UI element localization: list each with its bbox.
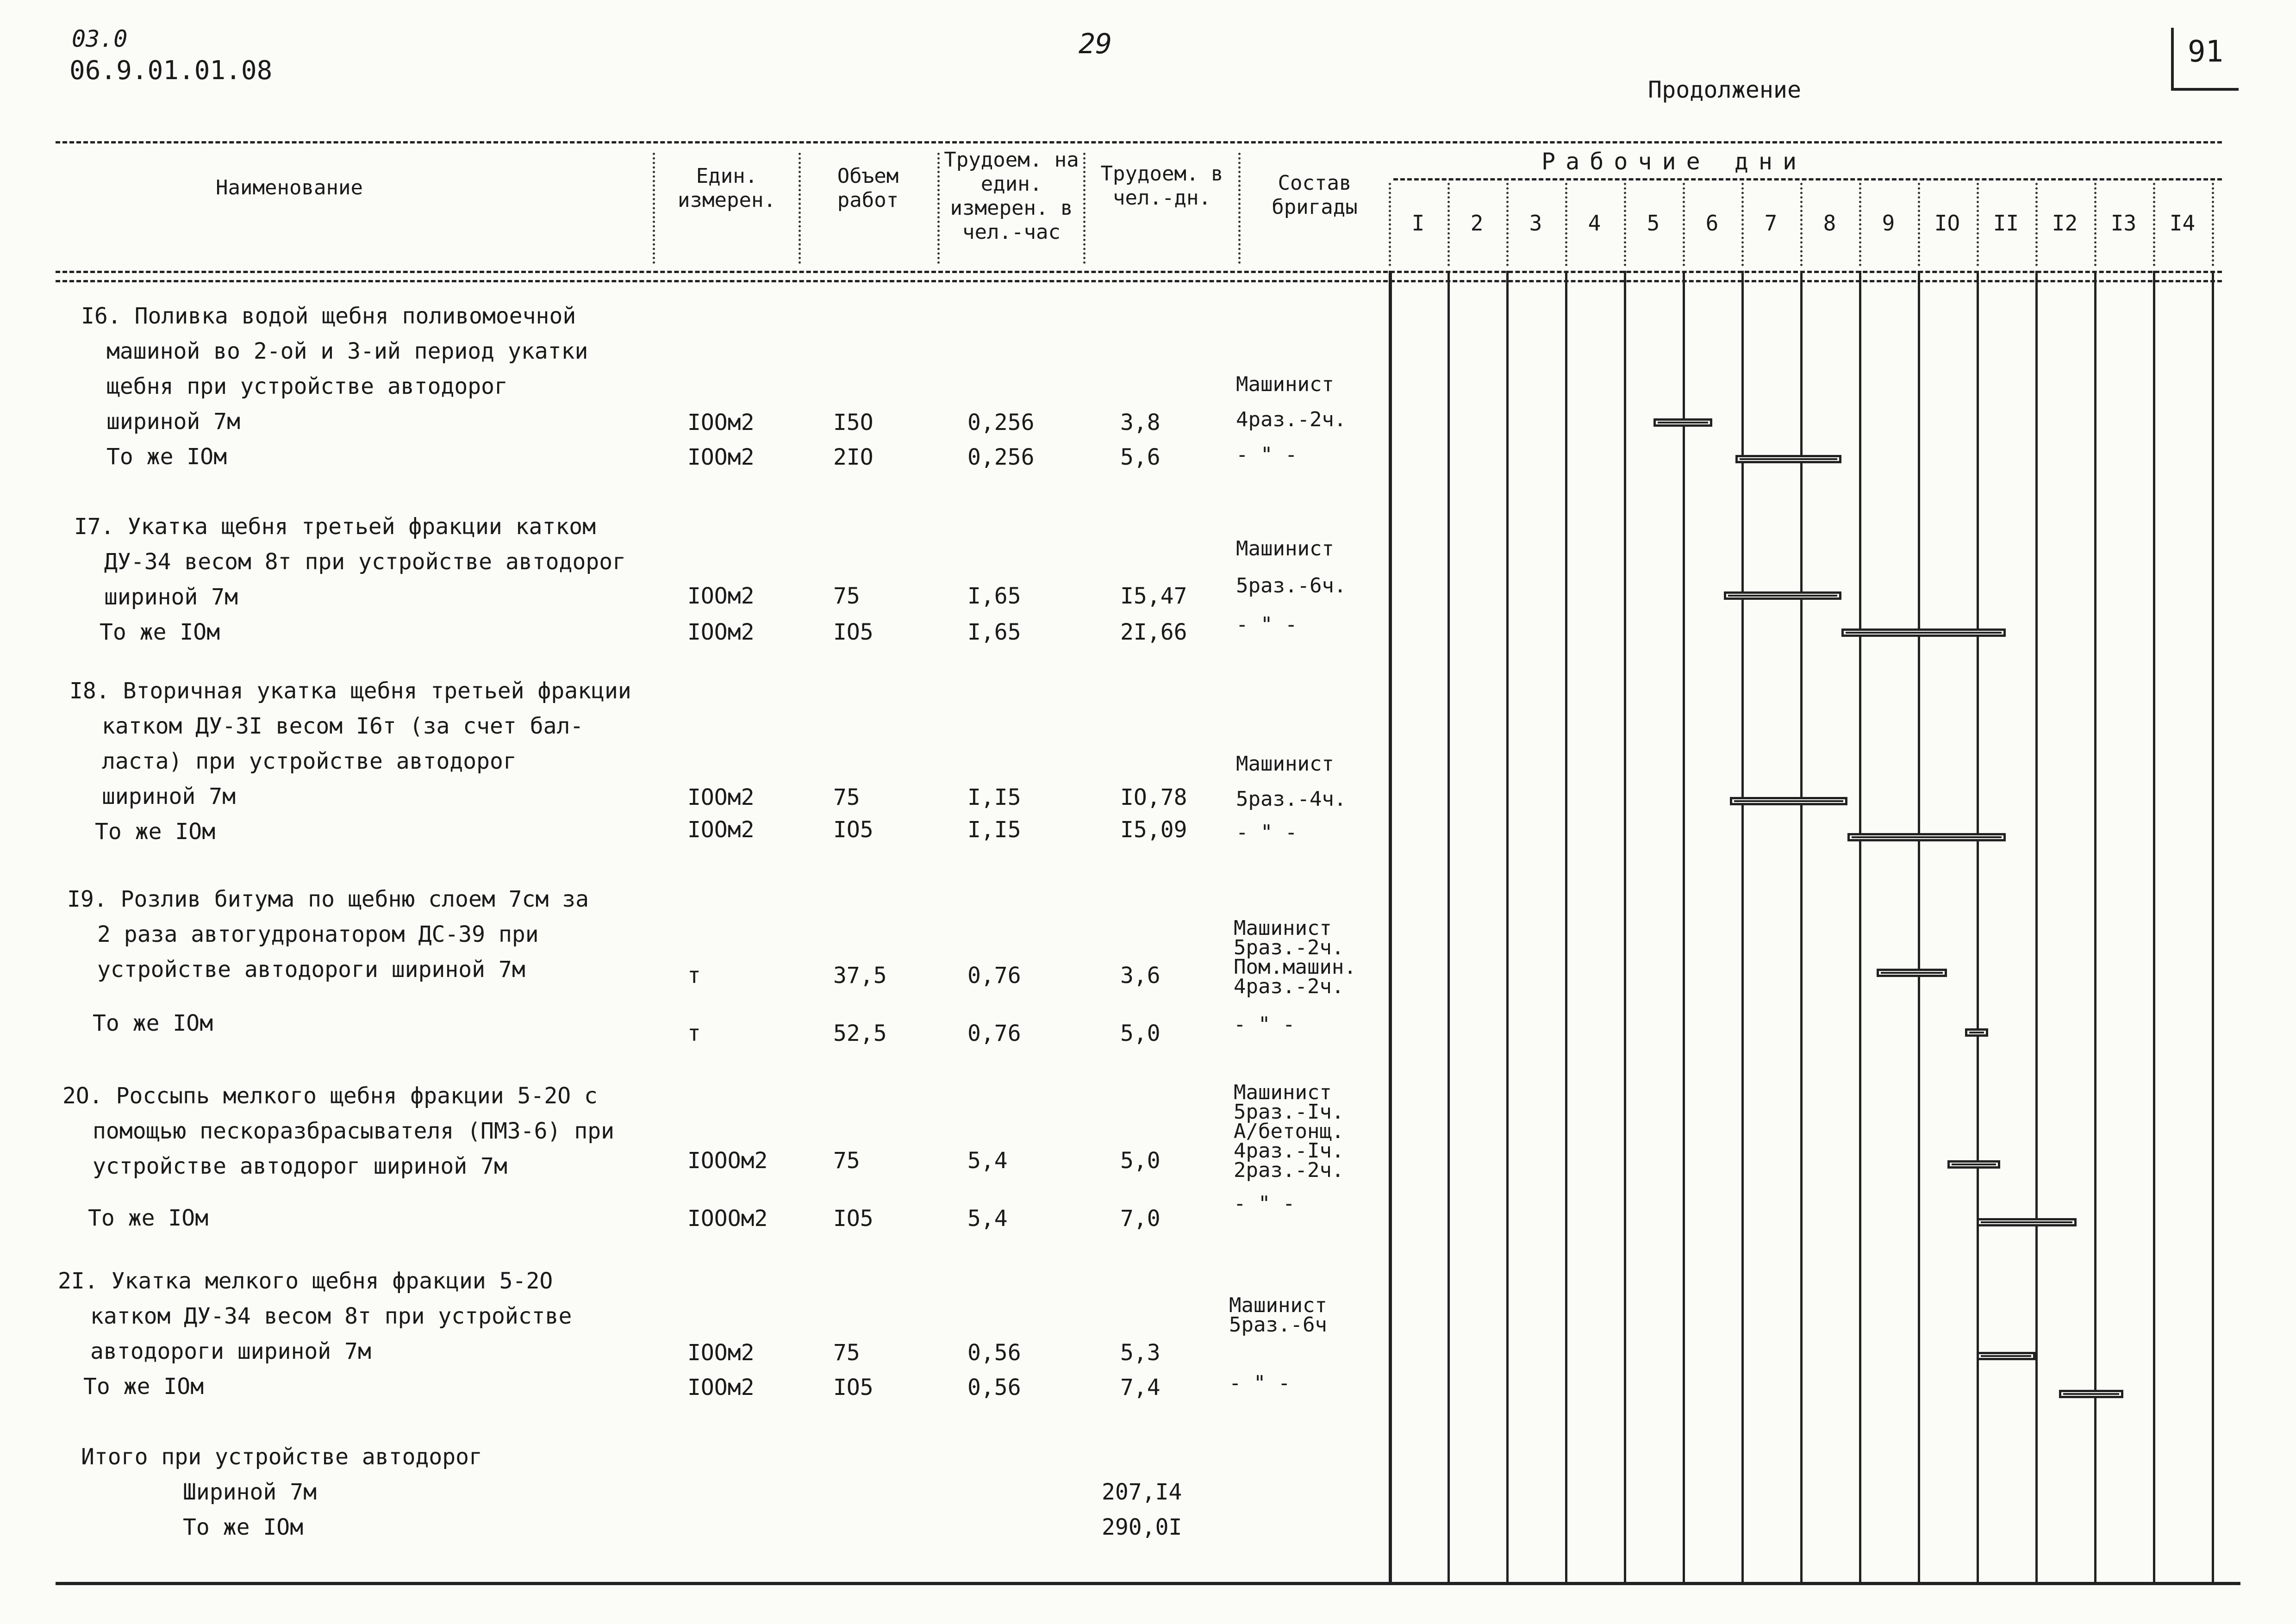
cell-labor-total: I5,47 xyxy=(1120,583,1187,609)
schedule-bar xyxy=(1730,797,1847,805)
day-number: I2 xyxy=(2052,211,2078,236)
totals-row1-value: 207,I4 xyxy=(1102,1479,1182,1505)
crew-16 xyxy=(1236,375,1346,465)
crew-line: 5раз.-6ч. xyxy=(1236,574,1347,597)
crew-line: Машинист xyxy=(1234,916,1332,940)
header-sep xyxy=(799,153,801,264)
header-sep xyxy=(1238,153,1241,264)
day-number: 2 xyxy=(1470,211,1484,236)
day-header-separator xyxy=(1506,183,1509,266)
day-header-separator xyxy=(1683,183,1685,266)
sheet-number: 91 xyxy=(2188,35,2224,69)
cell-labor-unit: I,65 xyxy=(967,583,1021,609)
day-number: IO xyxy=(1934,211,1960,236)
cell-unit: IOOм2 xyxy=(687,817,755,843)
crew-line: 5раз.-6ч xyxy=(1229,1313,1327,1337)
day-header-separator xyxy=(1859,183,1861,266)
crew-line: 4раз.-2ч. xyxy=(1236,408,1347,431)
item-line: помощью пескоразбрасывателя (ПМЗ-6) при xyxy=(93,1118,615,1144)
cell-volume: 2IO xyxy=(833,444,873,470)
item-line: То же IOм xyxy=(106,444,227,470)
day-number: I3 xyxy=(2110,211,2137,236)
item-line: 2I. Укатка мелкого щебня фракции 5-2O xyxy=(58,1268,553,1294)
cell-labor-unit: I,I5 xyxy=(967,817,1021,843)
cell-volume: 75 xyxy=(833,1148,860,1174)
day-grid-line xyxy=(1447,271,1450,1582)
day-grid-line xyxy=(1977,271,1979,1582)
schedule-bar xyxy=(1965,1028,1989,1037)
day-number: I4 xyxy=(2169,211,2196,236)
day-number: 9 xyxy=(1882,211,1895,236)
work-item-21 xyxy=(58,1263,572,1404)
cell-labor-unit: 5,4 xyxy=(967,1206,1008,1232)
col-header-unit: Един. измерен. xyxy=(678,164,776,212)
crew-line: - " - xyxy=(1236,821,1298,844)
crew-line: Машинист xyxy=(1234,1081,1332,1104)
crew-line: - " - xyxy=(1234,1013,1295,1036)
days-header: Рабочие дни xyxy=(1541,148,1807,175)
item-line: устройстве автодорог шириной 7м xyxy=(93,1153,507,1179)
cell-labor-total: 7,4 xyxy=(1120,1375,1160,1400)
cell-unit: IOOOм2 xyxy=(687,1148,768,1174)
day-grid-line xyxy=(1683,271,1685,1582)
day-header-separator xyxy=(1565,183,1567,266)
header-top-line xyxy=(56,141,2222,143)
cell-volume: 37,5 xyxy=(833,963,887,989)
day-number: 4 xyxy=(1588,211,1601,236)
crew-line: 4раз.-Iч. xyxy=(1234,1139,1344,1163)
totals-values xyxy=(1102,1475,1182,1545)
day-header-separator xyxy=(2153,183,2155,266)
cell-volume: 75 xyxy=(833,583,860,609)
schedule-bar xyxy=(1977,1352,2035,1360)
cell-labor-unit: 0,76 xyxy=(967,963,1021,989)
work-item-19 xyxy=(67,882,589,1041)
day-header-separator xyxy=(1389,183,1391,266)
cell-labor-total: IO,78 xyxy=(1120,784,1187,810)
totals-block xyxy=(81,1439,482,1545)
day-header-separator xyxy=(1977,183,1979,266)
crew-line: Машинист xyxy=(1236,752,1334,776)
day-grid-line xyxy=(1506,271,1509,1582)
header-sep xyxy=(937,153,940,264)
day-grid-line xyxy=(2212,271,2214,1582)
crew-19 xyxy=(1234,916,1356,1036)
totals-row2-value: 290,0I xyxy=(1102,1514,1182,1540)
cell-unit: IOOм2 xyxy=(687,410,755,436)
cell-labor-total: 3,6 xyxy=(1120,963,1160,989)
day-number: 5 xyxy=(1647,211,1660,236)
cell-labor-total: 5,0 xyxy=(1120,1148,1160,1174)
day-number: II xyxy=(1993,211,2019,236)
cell-unit: IOOм2 xyxy=(687,784,755,810)
work-item-20 xyxy=(62,1078,614,1236)
day-grid-line xyxy=(1800,271,1803,1582)
cell-labor-unit: 0,256 xyxy=(967,410,1035,436)
day-header-separator xyxy=(1447,183,1450,266)
item-line: машиной во 2-ой и 3-ий период укатки xyxy=(106,338,588,364)
day-grid-line xyxy=(1859,271,1861,1582)
doc-code-top: 03.0 xyxy=(72,25,128,52)
item-line: шириной 7м xyxy=(104,584,238,610)
crew-line: - " - xyxy=(1234,1192,1295,1215)
cell-unit: IOOм2 xyxy=(687,583,755,609)
totals-row1-label: Шириной 7м xyxy=(183,1479,317,1505)
col-header-labor-total: Трудоем. в чел.-дн. xyxy=(1100,162,1223,210)
crew-line: - " - xyxy=(1229,1371,1291,1395)
day-grid-line xyxy=(1565,271,1567,1582)
cell-labor-unit: I,I5 xyxy=(967,784,1021,810)
schedule-bar xyxy=(1977,1218,2077,1226)
crew-line: А/бетонщ. xyxy=(1234,1120,1344,1143)
cell-unit: IOOм2 xyxy=(687,619,755,645)
crew-line: 5раз.-4ч. xyxy=(1236,787,1347,811)
day-number: 7 xyxy=(1764,211,1778,236)
day-header-separator xyxy=(1624,183,1626,266)
crew-18 xyxy=(1236,754,1346,842)
doc-code: 06.9.01.01.08 xyxy=(69,56,273,86)
cell-volume: IO5 xyxy=(833,1206,873,1232)
cell-labor-unit: 0,56 xyxy=(967,1340,1021,1366)
header-bottom-line-1 xyxy=(56,271,2222,273)
crew-line: Пом.машин. xyxy=(1234,955,1356,979)
cell-labor-total: 2I,66 xyxy=(1120,619,1187,645)
days-header-line xyxy=(1393,178,2222,180)
schedule-bar xyxy=(2059,1390,2124,1398)
crew-line: 4раз.-2ч. xyxy=(1234,975,1344,998)
day-header-separator xyxy=(1800,183,1803,266)
day-header-separator xyxy=(2212,183,2214,266)
cell-unit: IOOOм2 xyxy=(687,1206,768,1232)
cell-labor-unit: 0,56 xyxy=(967,1375,1021,1400)
cell-unit: IOOм2 xyxy=(687,1340,755,1366)
header-bottom-line-2 xyxy=(56,280,2222,282)
item-line: шириной 7м xyxy=(102,784,236,809)
cell-labor-unit: I,65 xyxy=(967,619,1021,645)
day-number: 3 xyxy=(1529,211,1542,236)
schedule-bar xyxy=(1653,418,1712,427)
crew-line: - " - xyxy=(1236,613,1298,636)
cell-labor-total: 5,3 xyxy=(1120,1340,1160,1366)
day-header-separator xyxy=(1918,183,1920,266)
item-line: То же IOм xyxy=(100,619,220,645)
schedule-bar xyxy=(1847,833,2006,841)
cell-unit: т xyxy=(687,1020,701,1046)
item-line: щебня при устройстве автодорог xyxy=(106,373,508,399)
day-grid-line xyxy=(2153,271,2155,1582)
day-grid-line xyxy=(1624,271,1626,1582)
col-header-crew: Состав бригады xyxy=(1272,171,1358,219)
cell-labor-total: 5,0 xyxy=(1120,1020,1160,1046)
schedule-bar xyxy=(1735,455,1841,463)
day-grid-line xyxy=(2094,271,2096,1582)
crew-line: 5раз.-Iч. xyxy=(1234,1100,1344,1124)
schedule-bar xyxy=(1724,591,1841,600)
sheet-number-box xyxy=(2171,28,2239,91)
cell-unit: IOOм2 xyxy=(687,444,755,470)
item-line: 2 раза автогудронатором ДС-39 при xyxy=(97,921,539,947)
crew-line: - " - xyxy=(1236,443,1298,467)
item-line: То же IOм xyxy=(88,1205,209,1231)
totals-row2-label: То же IOм xyxy=(183,1514,304,1540)
cell-volume: IO5 xyxy=(833,1375,873,1400)
item-line: То же IOм xyxy=(83,1374,204,1400)
col-header-name: Наименование xyxy=(216,176,363,199)
item-line: То же IOм xyxy=(93,1010,213,1036)
table-bottom-line xyxy=(56,1582,2240,1585)
item-line: I8. Вторичная укатка щебня третьей фракции xyxy=(69,678,631,704)
day-grid-line xyxy=(1918,271,1920,1582)
schedule-bar xyxy=(1841,628,2006,637)
day-grid-line xyxy=(1741,271,1744,1582)
day-grid-line xyxy=(2035,271,2038,1582)
item-line: катком ДУ-3I весом I6т (за счет бал- xyxy=(102,713,584,739)
cell-volume: IO5 xyxy=(833,619,873,645)
continuation-label: Продолжение xyxy=(1648,76,1802,103)
work-item-18 xyxy=(69,673,631,849)
work-item-16 xyxy=(81,299,588,474)
cell-labor-unit: 0,256 xyxy=(967,444,1035,470)
item-line: ласта) при устройстве автодорог xyxy=(102,748,517,774)
item-line: I7. Укатка щебня третьей фракции катком xyxy=(74,514,596,540)
day-number: I xyxy=(1411,211,1425,236)
cell-volume: 52,5 xyxy=(833,1020,887,1046)
item-line: катком ДУ-34 весом 8т при устройстве xyxy=(90,1303,572,1329)
cell-volume: IO5 xyxy=(833,817,873,843)
col-header-volume: Объем работ xyxy=(837,164,899,212)
day-number: 6 xyxy=(1705,211,1719,236)
item-line: ДУ-34 весом 8т при устройстве автодорог xyxy=(104,549,626,575)
day-number: 8 xyxy=(1823,211,1836,236)
crew-20 xyxy=(1234,1083,1344,1213)
item-line: I6. Поливка водой щебня поливомоечной xyxy=(81,303,576,329)
cell-volume: 75 xyxy=(833,1340,860,1366)
cell-unit: т xyxy=(687,963,701,989)
day-header-separator xyxy=(2094,183,2096,266)
day-header-separator xyxy=(2035,183,2038,266)
crew-line: Машинист xyxy=(1236,373,1334,396)
cell-labor-total: 3,8 xyxy=(1120,410,1160,436)
cell-volume: 75 xyxy=(833,784,860,810)
col-header-labor-unit: Трудоем. на един. измерен. в чел.-час xyxy=(944,148,1079,244)
item-line: устройстве автодороги шириной 7м xyxy=(97,957,525,983)
header-sep xyxy=(653,153,655,264)
work-item-17 xyxy=(74,509,626,650)
schedule-bar xyxy=(1877,969,1947,977)
cell-labor-unit: 5,4 xyxy=(967,1148,1008,1174)
cell-labor-total: 7,0 xyxy=(1120,1206,1160,1232)
item-line: шириной 7м xyxy=(106,409,240,435)
cell-labor-unit: 0,76 xyxy=(967,1020,1021,1046)
crew-21 xyxy=(1229,1296,1327,1393)
crew-line: 2раз.-2ч. xyxy=(1234,1158,1344,1182)
cell-labor-total: 5,6 xyxy=(1120,444,1160,470)
header-sep xyxy=(1083,153,1086,264)
item-line: 2O. Россыпь мелкого щебня фракции 5-2O с xyxy=(62,1083,598,1109)
crew-line: Машинист xyxy=(1236,537,1334,560)
schedule-bar xyxy=(1947,1160,2000,1169)
cell-unit: IOOм2 xyxy=(687,1375,755,1400)
crew-17 xyxy=(1236,539,1346,635)
item-line: То же IOм xyxy=(95,819,216,845)
day-grid-line xyxy=(1389,271,1392,1582)
page-number: 29 xyxy=(1079,28,1112,60)
crew-line: Машинист xyxy=(1229,1294,1327,1317)
crew-line: 5раз.-2ч. xyxy=(1234,936,1344,959)
item-line: автодороги шириной 7м xyxy=(90,1338,371,1364)
cell-labor-total: I5,09 xyxy=(1120,817,1187,843)
cell-volume: I5O xyxy=(833,410,873,436)
totals-title: Итого при устройстве автодорог xyxy=(81,1444,482,1470)
day-header-separator xyxy=(1741,183,1744,266)
item-line: I9. Розлив битума по щебню слоем 7см за xyxy=(67,886,589,912)
